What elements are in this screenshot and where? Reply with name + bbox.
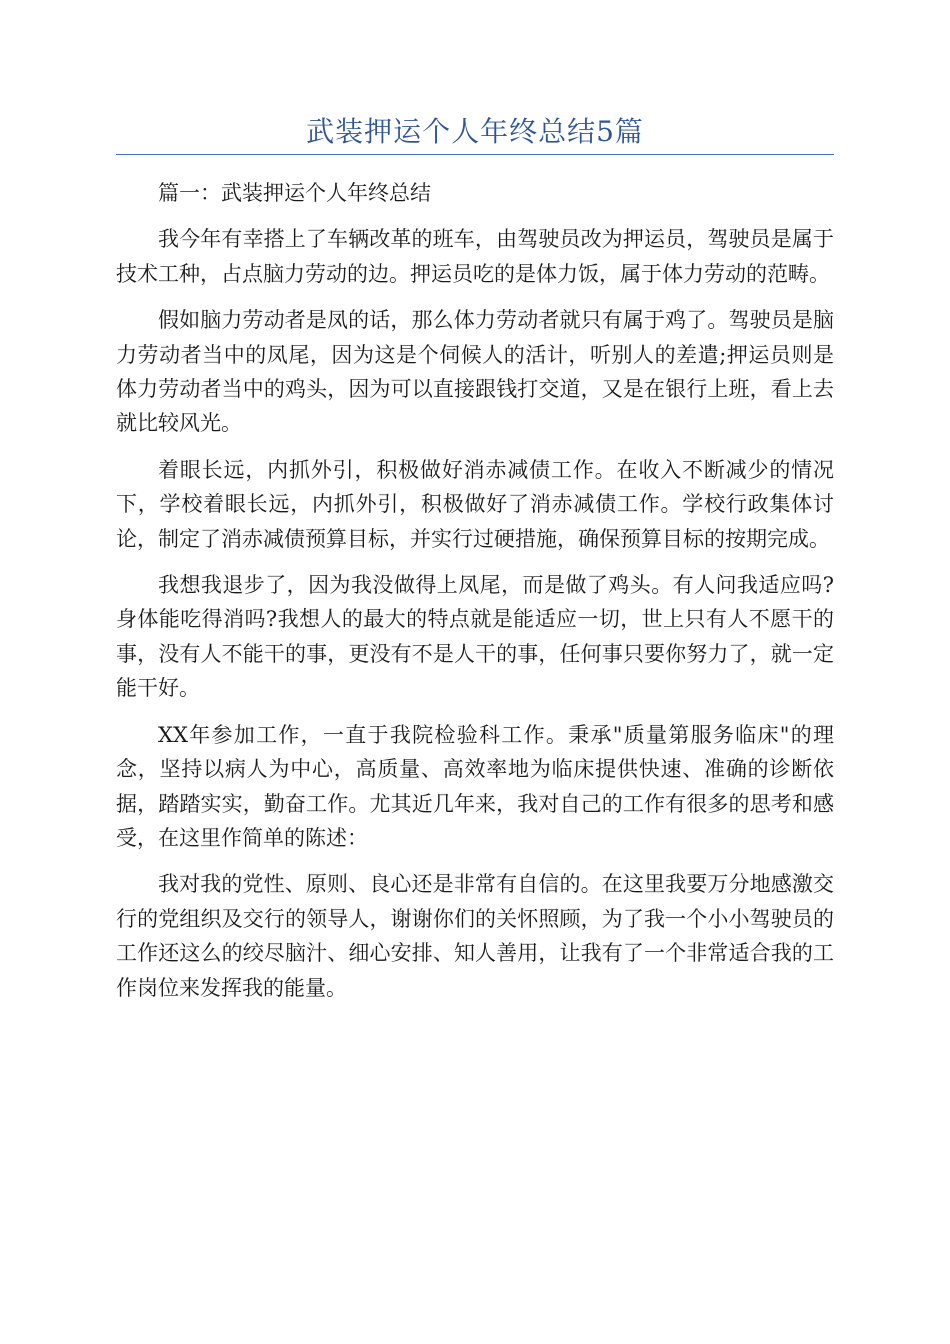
paragraph: 我想我退步了，因为我没做得上凤尾，而是做了鸡头。有人问我适应吗?身体能吃得消吗?我想人的最大的特点就是能适应一切，世上只有人不愿干的事，没有人不能干的事，更没有不是人干的事，任何事只要你努力了，就一定能干好。 [116, 573, 834, 701]
paragraph: 我今年有幸搭上了车辆改革的班车，由驾驶员改为押运员，驾驶员是属于技术工种，占点脑力劳动的边。押运员吃的是体力饭，属于体力劳动的范畴。 [116, 227, 834, 286]
section-heading: 篇一：武装押运个人年终总结 [158, 181, 431, 205]
paragraph: 着眼长远，内抓外引，积极做好消赤减债工作。在收入不断减少的情况下，学校着眼长远，内抓外引，积极做好了消赤减债工作。学校行政集体讨论，制定了消赤减债预算目标，并实行过硬措施，确保预算目标的按期完成。 [116, 457, 834, 551]
title-underline [116, 154, 834, 155]
paragraph: 我对我的党性、原则、良心还是非常有自信的。在这里我要万分地感激交行的党组织及交行的领导人，谢谢你们的关怀照顾，为了我一个小小驾驶员的工作还这么的绞尽脑汁、细心安排、知人善用，让我有了一个非常适合我的工作岗位来发挥我的能量。 [116, 872, 834, 1000]
paragraph: 假如脑力劳动者是凤的话，那么体力劳动者就只有属于鸡了。驾驶员是脑力劳动者当中的凤尾，因为这是个伺候人的活计，听别人的差遣;押运员则是体力劳动者当中的鸡头，因为可以直接跟钱打交道，又是在银行上班，看上去就比较风光。 [116, 308, 834, 436]
document-body [116, 176, 834, 1017]
document-title: 武装押运个人年终总结5篇 [306, 115, 644, 148]
paragraph: XX年参加工作，一直于我院检验科工作。秉承"质量第服务临床"的理念，坚持以病人为中心，高质量、高效率地为临床提供快速、准确的诊断依据，踏踏实实，勤奋工作。尤其近几年来，我对自己的工作有很多的思考和感受，在这里作简单的陈述： [116, 722, 834, 850]
